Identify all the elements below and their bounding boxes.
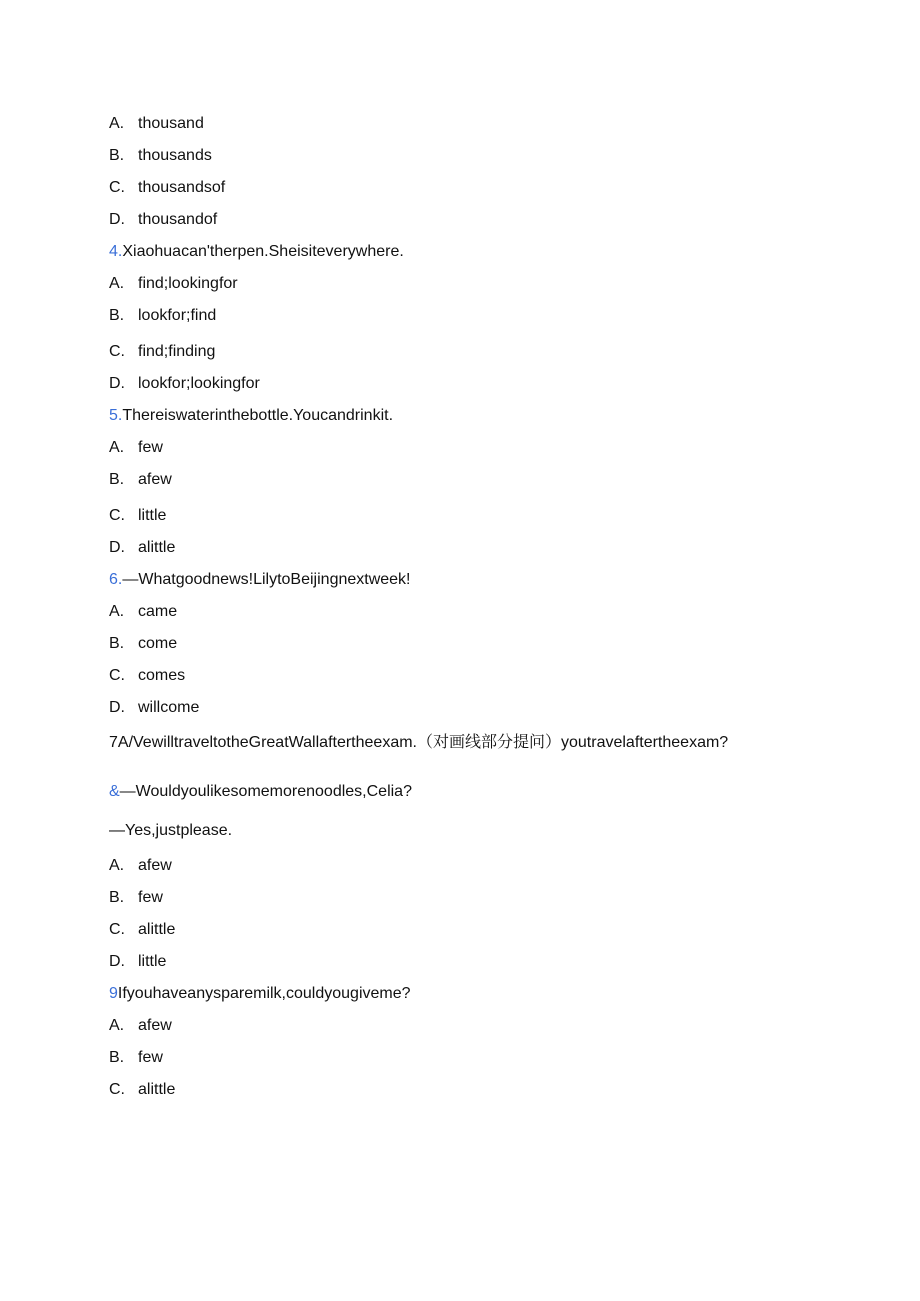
option-text: find;finding: [138, 343, 216, 360]
option-letter: A.: [109, 115, 125, 132]
option-line: [109, 602, 177, 622]
option-letter: A.: [109, 1017, 125, 1034]
question-line: [109, 242, 404, 262]
question-number: 4.: [109, 243, 123, 260]
option-letter: C.: [109, 507, 125, 524]
dialogue-text: —Yes,justplease.: [109, 822, 233, 839]
question-line: [109, 406, 393, 426]
question-line: [109, 733, 728, 753]
option-letter: B.: [109, 147, 125, 164]
option-letter: C.: [109, 1081, 125, 1098]
question-line: [109, 782, 412, 802]
option-line: [109, 114, 204, 134]
option-line: [109, 374, 260, 394]
option-text: alittle: [138, 1081, 176, 1098]
option-letter: A.: [109, 603, 125, 620]
option-line: [109, 146, 212, 166]
option-text: comes: [138, 667, 186, 684]
question-number: 9: [109, 985, 118, 1002]
option-text: thousandsof: [138, 179, 226, 196]
option-line: [109, 538, 175, 558]
option-text: alittle: [138, 921, 176, 938]
option-text: few: [138, 889, 163, 906]
option-line: [109, 1048, 163, 1068]
option-text: willcome: [138, 699, 200, 716]
option-line: [109, 210, 217, 230]
option-text: thousandof: [138, 211, 218, 228]
answer-line: [109, 821, 232, 841]
option-letter: B.: [109, 471, 125, 488]
option-text: afew: [138, 1017, 172, 1034]
option-line: [109, 666, 185, 686]
option-line: [109, 856, 172, 876]
option-text: few: [138, 439, 163, 456]
option-letter: C.: [109, 179, 125, 196]
option-line: [109, 698, 199, 718]
option-letter: B.: [109, 889, 125, 906]
option-line: [109, 1016, 172, 1036]
option-line: [109, 470, 172, 490]
question-text: —Whatgoodnews!LilytoBeijingnextweek!: [122, 571, 411, 588]
option-line: [109, 1080, 175, 1100]
option-text: few: [138, 1049, 163, 1066]
question-text: 7A/VewilltraveltotheGreatWallaftertheexam.（对画线部分提问）youtravelaftertheexam?: [109, 734, 729, 751]
option-line: [109, 342, 215, 362]
question-text: —Wouldyoulikesomemorenoodles,Celia?: [119, 783, 412, 800]
option-text: afew: [138, 471, 172, 488]
option-letter: A.: [109, 439, 125, 456]
option-line: [109, 634, 177, 654]
option-text: came: [138, 603, 178, 620]
option-line: [109, 178, 225, 198]
option-letter: C.: [109, 343, 125, 360]
option-letter: B.: [109, 1049, 125, 1066]
option-text: find;lookingfor: [138, 275, 238, 292]
option-line: [109, 438, 163, 458]
option-letter: D.: [109, 699, 125, 716]
option-line: [109, 506, 166, 526]
option-line: [109, 306, 216, 326]
question-text: Thereiswaterinthebottle.Youcandrinkit.: [122, 407, 394, 424]
option-letter: B.: [109, 635, 125, 652]
question-line: [109, 984, 411, 1004]
option-letter: C.: [109, 667, 125, 684]
option-text: little: [138, 507, 167, 524]
question-number: 5.: [109, 407, 123, 424]
option-letter: A.: [109, 275, 125, 292]
option-letter: D.: [109, 211, 125, 228]
option-text: afew: [138, 857, 172, 874]
option-text: lookfor;find: [138, 307, 217, 324]
question-number: &: [109, 783, 120, 800]
option-text: come: [138, 635, 178, 652]
option-letter: B.: [109, 307, 125, 324]
option-line: [109, 920, 175, 940]
option-text: thousands: [138, 147, 212, 164]
question-number: 6.: [109, 571, 123, 588]
question-text: Ifyouhaveanysparemilk,couldyougiveme?: [117, 985, 411, 1002]
option-line: [109, 952, 166, 972]
option-text: little: [138, 953, 167, 970]
option-letter: A.: [109, 857, 125, 874]
option-text: alittle: [138, 539, 176, 556]
option-letter: C.: [109, 921, 125, 938]
option-text: lookfor;lookingfor: [138, 375, 260, 392]
option-text: thousand: [138, 115, 204, 132]
option-letter: D.: [109, 953, 125, 970]
option-letter: D.: [109, 375, 125, 392]
option-line: [109, 888, 163, 908]
option-line: [109, 274, 238, 294]
option-letter: D.: [109, 539, 125, 556]
question-text: Xiaohuacan'therpen.Sheisiteverywhere.: [122, 243, 404, 260]
question-line: [109, 570, 411, 590]
